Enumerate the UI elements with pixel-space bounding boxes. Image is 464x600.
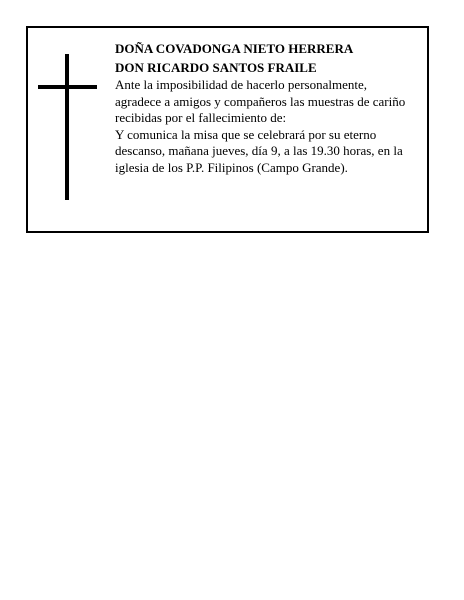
notice-body-line: Y comunica la misa que se celebrará por su eterno	[115, 126, 377, 142]
notice-body-line: Ante la imposibilidad de hacerlo personalmente,	[115, 77, 367, 92]
family-name: DON RICARDO SANTOS FRAILE	[115, 60, 317, 75]
notice-body-line: descanso, mañana jueves, día 9, a las 19.30 horas, en la	[115, 143, 403, 158]
deceased-name: DOÑA COVADONGA NIETO HERRERA	[115, 41, 354, 56]
notice-body-line: recibidas por el fallecimiento de:	[115, 110, 287, 125]
obituary-notice	[26, 26, 429, 233]
notice-text	[115, 39, 425, 176]
notice-body-line: agradece a amigos y compañeros las muestras de cariño	[115, 93, 406, 109]
cross-vertical-bar	[65, 54, 69, 200]
notice-body-line: iglesia de los P.P. Filipinos (Campo Grande).	[115, 159, 348, 175]
cross-horizontal-bar	[38, 85, 97, 89]
latin-cross-icon	[38, 54, 98, 200]
